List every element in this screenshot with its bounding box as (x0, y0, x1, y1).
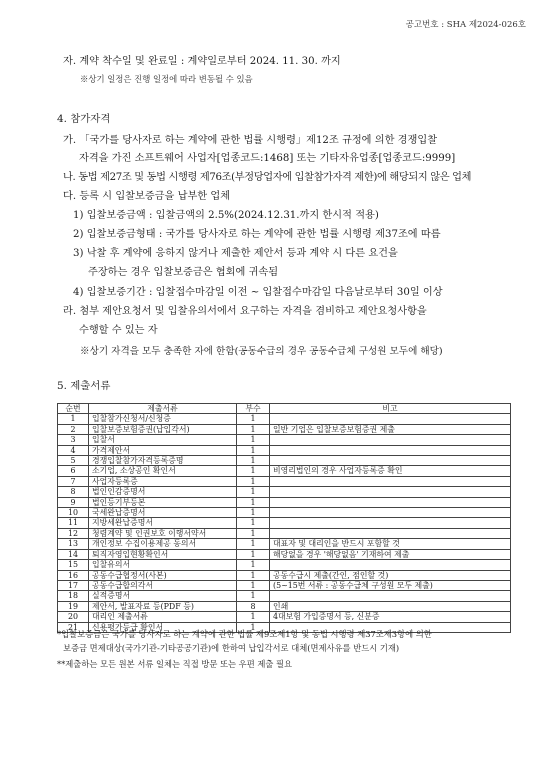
row-number: 11 (58, 518, 89, 528)
qualification-ra-line-1: 라. 첨부 제안요청서 및 입찰유의서에서 요구하는 자격을 겸비하고 제안요청사항을 (63, 306, 427, 317)
row-copies: 1 (237, 580, 270, 590)
row-number: 8 (58, 487, 89, 497)
table-row (58, 435, 511, 445)
row-copies: 1 (237, 622, 270, 632)
row-copies: 1 (237, 549, 270, 559)
row-number: 7 (58, 476, 89, 486)
row-number: 2 (58, 424, 89, 434)
row-document: 대리인 제출서류 (89, 612, 237, 622)
bid-deposit-forfeit-line-1: 3) 낙찰 후 계약에 응하지 않거나 제출한 제안서 등과 계약 시 다른 요건을 (73, 248, 398, 259)
table-row (58, 466, 511, 476)
row-remarks (270, 497, 511, 507)
row-document: 실적증명서 (89, 591, 237, 601)
table-row (58, 601, 511, 611)
bid-deposit-form: 2) 입찰보증금형태 : 국가를 당사자로 하는 계약에 관한 법률 시행령 제37조에 따름 (73, 229, 441, 240)
row-number: 4 (58, 445, 89, 455)
row-document: 법인인감증명서 (89, 487, 237, 497)
bid-deposit-period: 4) 입찰보증기간 : 입찰접수마감일 이전 ~ 입찰접수마감일 다음날로부터 30일 이상 (73, 287, 443, 298)
qualification-ga-line-1: 가. 「국가를 당사자로 하는 계약에 관한 법률 시행령」제12조 규정에 의한 경쟁입찰 (63, 135, 438, 146)
row-number: 17 (58, 580, 89, 590)
row-number: 5 (58, 456, 89, 466)
row-remarks: (5~15번 서류 : 공동수급체 구성원 모두 제출) (270, 580, 511, 590)
table-row (58, 445, 511, 455)
section-5-title: 5. 제출서류 (57, 380, 111, 392)
row-remarks (270, 560, 511, 570)
row-document: 제안서, 발표자료 등(PDF 등) (89, 601, 237, 611)
table-header-row (58, 404, 511, 414)
row-remarks (270, 591, 511, 601)
row-remarks: 일반 기업은 입찰보증보험증권 제출 (270, 424, 511, 434)
row-document: 공동수급협정서(사본) (89, 570, 237, 580)
row-number: 3 (58, 435, 89, 445)
table-body (58, 414, 511, 633)
table-row (58, 528, 511, 538)
table-row (58, 591, 511, 601)
row-number: 6 (58, 466, 89, 476)
row-number: 19 (58, 601, 89, 611)
row-document: 경쟁입찰참가자격등록증명 (89, 456, 237, 466)
row-remarks (270, 456, 511, 466)
table-row (58, 570, 511, 580)
row-document: 지방세완납증명서 (89, 518, 237, 528)
row-copies: 1 (237, 487, 270, 497)
row-copies: 1 (237, 560, 270, 570)
table-row (58, 497, 511, 507)
row-document: 가격제안서 (89, 445, 237, 455)
header-copies: 부수 (237, 404, 270, 414)
row-number: 21 (58, 622, 89, 632)
row-remarks: 대표자 및 대리인을 반드시 포함할 것 (270, 539, 511, 549)
footnote-original-documents: **제출하는 모든 원본 서류 일체는 직접 방문 또는 우편 제출 필요 (57, 659, 293, 669)
row-copies: 1 (237, 508, 270, 518)
qualification-na-line: 나. 동법 제27조 및 동법 시행령 제76조(부정당업자에 입찰참가자격 제한)에 해당되지 않은 업체 (63, 172, 472, 183)
header-document: 제출서류 (89, 404, 237, 414)
row-number: 13 (58, 539, 89, 549)
row-document: 공동수급합의각서 (89, 580, 237, 590)
table-row (58, 580, 511, 590)
row-remarks (270, 476, 511, 486)
row-copies: 1 (237, 518, 270, 528)
header-number: 순번 (58, 404, 89, 414)
row-remarks: 공동수급시 제출(간인, 점인할 것) (270, 570, 511, 580)
table-row (58, 612, 511, 622)
row-remarks: 비영리법인의 경우 사업자등록증 확인 (270, 466, 511, 476)
submission-documents-table (57, 403, 511, 633)
row-number: 14 (58, 549, 89, 559)
row-document: 국세완납증명서 (89, 508, 237, 518)
row-number: 16 (58, 570, 89, 580)
row-document: 입찰유의서 (89, 560, 237, 570)
row-number: 9 (58, 497, 89, 507)
row-document: 퇴직자영입현황확인서 (89, 549, 237, 559)
table-row (58, 549, 511, 559)
section-4-title: 4. 참가자격 (57, 113, 111, 125)
row-copies: 1 (237, 476, 270, 486)
table-row (58, 476, 511, 486)
bid-deposit-amount: 1) 입찰보증금액 : 입찰금액의 2.5%(2024.12.31.까지 한시적 적용) (73, 210, 379, 221)
row-copies: 1 (237, 424, 270, 434)
row-copies: 1 (237, 612, 270, 622)
schedule-change-note: ※상기 일정은 진행 일정에 따라 변동될 수 있음 (80, 74, 253, 84)
row-remarks (270, 508, 511, 518)
row-remarks: 4대보험 가입증명서 등, 신분증 (270, 612, 511, 622)
table-row (58, 424, 511, 434)
row-copies: 8 (237, 601, 270, 611)
row-remarks (270, 414, 511, 424)
row-document: 청렴계약 및 인권보호 이행서약서 (89, 528, 237, 538)
row-copies: 1 (237, 414, 270, 424)
row-number: 18 (58, 591, 89, 601)
qualification-ra-note: ※상기 자격을 모두 충족한 자에 한함(공동수급의 경우 공동수급체 구성원 모두에 해당) (80, 346, 443, 357)
row-copies: 1 (237, 591, 270, 601)
table-row (58, 539, 511, 549)
row-document: 입찰참가신청서/신청증 (89, 414, 237, 424)
row-remarks (270, 487, 511, 497)
qualification-ga-line-2: 자격을 가진 소프트웨어 사업자[업종코드:1468] 또는 기타자유업종[업종코드:9999] (79, 153, 456, 164)
row-remarks (270, 445, 511, 455)
row-copies: 1 (237, 539, 270, 549)
row-copies: 1 (237, 570, 270, 580)
contract-period-line: 자. 계약 착수일 및 완료일 : 계약일로부터 2024. 11. 30. 까지 (63, 56, 341, 67)
table-row (58, 414, 511, 424)
row-document: 입찰서 (89, 435, 237, 445)
footnote-bid-deposit-line-1: *입찰보증금은 국가를 당사자로 하는 계약에 관한 법률 제9조제1항 및 동법 시행령 제37조제3항에 의한 (57, 629, 432, 639)
row-copies: 1 (237, 466, 270, 476)
row-document: 법인등기부등본 (89, 497, 237, 507)
table-row (58, 560, 511, 570)
row-document: 소기업, 소상공인 확인서 (89, 466, 237, 476)
table-row (58, 487, 511, 497)
row-number: 12 (58, 528, 89, 538)
qualification-ra-line-2: 수행할 수 있는 자 (79, 325, 158, 336)
qualification-da-line: 다. 등록 시 입찰보증금을 납부한 업체 (63, 191, 231, 202)
row-number: 10 (58, 508, 89, 518)
bid-deposit-forfeit-line-2: 주장하는 경우 입찰보증금은 협회에 귀속됨 (88, 267, 279, 278)
row-copies: 1 (237, 528, 270, 538)
row-remarks (270, 435, 511, 445)
row-number: 15 (58, 560, 89, 570)
row-remarks (270, 528, 511, 538)
notice-number: 공고번호 : SHA 제2024-026호 (405, 20, 526, 30)
row-copies: 1 (237, 456, 270, 466)
row-copies: 1 (237, 497, 270, 507)
row-document: 사업자등록증 (89, 476, 237, 486)
row-number: 20 (58, 612, 89, 622)
row-remarks: 인쇄 (270, 601, 511, 611)
table-row (58, 508, 511, 518)
header-remarks: 비고 (270, 404, 511, 414)
table-row (58, 518, 511, 528)
row-remarks (270, 518, 511, 528)
row-copies: 1 (237, 435, 270, 445)
row-document: 입찰보증보험증권(납입각서) (89, 424, 237, 434)
footnote-bid-deposit-line-2: 보증금 면제대상(국가기관-기타공공기관)에 한하여 납입각서로 대체(면제사유를 반드시 기재) (63, 643, 400, 653)
row-document: 신용평가등급 확인서 (89, 622, 237, 632)
row-number: 1 (58, 414, 89, 424)
row-remarks: 해당없을 경우 '해당없음' 기재하여 제출 (270, 549, 511, 559)
table-row (58, 456, 511, 466)
row-document: 개인정보 수집이용제공 동의서 (89, 539, 237, 549)
row-copies: 1 (237, 445, 270, 455)
